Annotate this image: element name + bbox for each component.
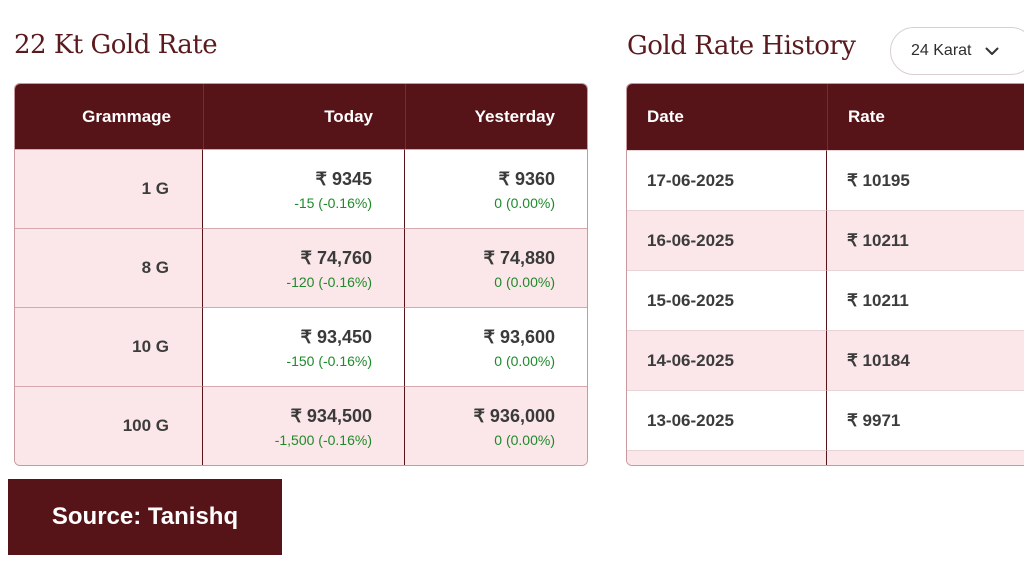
yesterday-price: ₹ 93,600 xyxy=(483,326,555,347)
gold-rate-table xyxy=(14,83,588,466)
history-date: 16-06-2025 xyxy=(627,210,827,270)
header-date: Date xyxy=(627,84,827,150)
grammage-cell: 1 G xyxy=(15,149,203,228)
yesterday-price: ₹ 936,000 xyxy=(473,405,555,426)
yesterday-change: 0 (0.00%) xyxy=(494,194,555,211)
yesterday-cell xyxy=(405,307,587,386)
yesterday-price: ₹ 9360 xyxy=(498,168,555,189)
today-price: ₹ 934,500 xyxy=(290,405,372,426)
gold-rate-history-table xyxy=(626,83,1024,466)
today-price: ₹ 74,760 xyxy=(300,247,372,268)
header-grammage: Grammage xyxy=(15,84,203,149)
header-yesterday: Yesterday xyxy=(405,84,587,149)
today-change: -150 (-0.16%) xyxy=(286,352,372,369)
grammage-cell: 100 G xyxy=(15,386,203,465)
history-rate: ₹ 10211 xyxy=(827,210,1024,270)
yesterday-change: 0 (0.00%) xyxy=(494,431,555,448)
history-date: 15-06-2025 xyxy=(627,270,827,330)
source-label: Source: Tanishq xyxy=(8,479,282,555)
chevron-down-icon xyxy=(985,47,999,56)
history-rate: ₹ 10195 xyxy=(827,150,1024,210)
yesterday-cell xyxy=(405,149,587,228)
grammage-cell: 8 G xyxy=(15,228,203,307)
grammage-cell: 10 G xyxy=(15,307,203,386)
karat-selected-value: 24 Karat xyxy=(911,42,972,59)
gold-rate-title: 22 Kt Gold Rate xyxy=(14,30,218,60)
header-rate: Rate xyxy=(827,84,1024,150)
today-cell xyxy=(203,149,405,228)
history-rate: ₹ 10211 xyxy=(827,270,1024,330)
history-row-partial xyxy=(827,450,1024,465)
yesterday-change: 0 (0.00%) xyxy=(494,273,555,290)
history-date: 14-06-2025 xyxy=(627,330,827,390)
yesterday-change: 0 (0.00%) xyxy=(494,352,555,369)
karat-dropdown[interactable] xyxy=(890,27,1024,75)
today-change: -1,500 (-0.16%) xyxy=(274,431,372,448)
today-price: ₹ 9345 xyxy=(315,168,372,189)
today-price: ₹ 93,450 xyxy=(300,326,372,347)
history-row-partial xyxy=(627,450,827,465)
history-date: 17-06-2025 xyxy=(627,150,827,210)
yesterday-cell xyxy=(405,228,587,307)
today-cell xyxy=(203,228,405,307)
yesterday-price: ₹ 74,880 xyxy=(483,247,555,268)
today-change: -120 (-0.16%) xyxy=(286,273,372,290)
today-change: -15 (-0.16%) xyxy=(294,194,372,211)
today-cell xyxy=(203,386,405,465)
header-today: Today xyxy=(203,84,405,149)
gold-rate-history-title: Gold Rate History xyxy=(627,31,856,61)
history-rate: ₹ 9971 xyxy=(827,390,1024,450)
history-date: 13-06-2025 xyxy=(627,390,827,450)
today-cell xyxy=(203,307,405,386)
history-rate: ₹ 10184 xyxy=(827,330,1024,390)
yesterday-cell xyxy=(405,386,587,465)
